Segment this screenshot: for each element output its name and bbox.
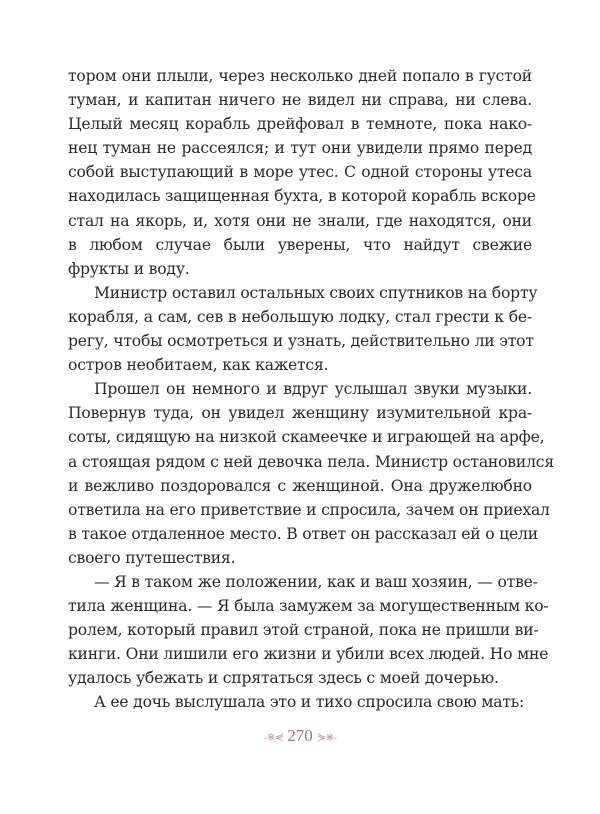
paragraph [68, 281, 538, 377]
text-line: находилась защищенная бухта, в которой корабль вскоре [68, 187, 536, 206]
text-line: собой выступающий в море утес. С одной стороны утеса [68, 163, 532, 182]
text-line: стал на якорь, и, хотя они не знали, где находятся, они [68, 211, 532, 230]
ornament-left-icon: -⋇⋞ [263, 731, 283, 744]
text-line: А ее дочь выслушала это и тихо спросила свою мать: [94, 693, 525, 712]
text-line: туман, и капитан ничего не видел ни справа, ни слева. [68, 91, 532, 110]
text-line: остров необитаем, как кажется. [68, 356, 329, 375]
text-line: корабля, а сам, сев в небольшую лодку, стал грести к бе- [68, 307, 532, 326]
text-line: тила женщина. — Я была замужем за могущественным ко- [68, 597, 549, 616]
text-line: ответила на его приветствие и спросила, зачем он приехал [68, 500, 550, 519]
text-line: удалось убежать и спрятаться здесь с моей дочерью. [68, 669, 499, 688]
paragraph [68, 377, 554, 570]
page-number: 270 [287, 726, 313, 745]
text-line: в любом случае были уверены, что найдут свежие [68, 235, 532, 254]
text-line: Министр оставил остальных своих спутников на борту [94, 283, 538, 302]
text-line: регу, чтобы осмотреться и узнать, действительно ли этот [68, 332, 534, 351]
text-line: Прошел он немного и вдруг услышал звуки музыки. [94, 380, 532, 399]
text-line: Повернув туда, он увидел женщину изумительной кра- [68, 404, 532, 423]
text-line: и вежливо поздоровался с женщиной. Она дружелюбно [68, 476, 532, 495]
body-text [68, 64, 554, 715]
ornament-right-icon: ⋟⋇- [317, 731, 337, 744]
text-line: — Я в таком же положении, как и ваш хозяин, — отве- [94, 572, 538, 591]
text-line: соты, сидящую на низкой скамеечке и играющей на арфе, [68, 428, 545, 447]
text-line: нец туман не рассеялся; и тут они увидели прямо перед [68, 139, 532, 158]
text-line: в такое отдаленное место. В ответ он рассказал ей о цели [68, 524, 538, 543]
paragraph [68, 690, 532, 714]
text-line: тором они плыли, через несколько дней попало в густой [68, 67, 532, 85]
text-line: кинги. Они лишили его жизни и убили всех людей. Но мне [68, 645, 549, 664]
paragraph [68, 570, 549, 690]
page-footer [0, 726, 600, 746]
text-line: фрукты и воду. [68, 259, 190, 278]
text-line: своего путешествия. [68, 548, 236, 567]
paragraph [68, 64, 536, 281]
text-line: ролем, который правил этой страной, пока не пришли ви- [68, 621, 539, 640]
text-line: а стоящая рядом с ней девочка пела. Министр остановился [68, 452, 554, 471]
text-line: Целый месяц корабль дрейфовал в темноте, пока нако- [68, 115, 532, 134]
